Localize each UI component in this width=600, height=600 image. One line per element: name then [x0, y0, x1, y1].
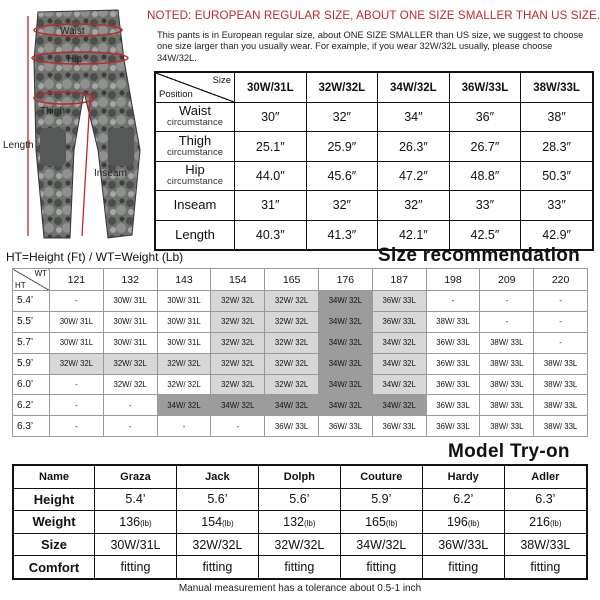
model-value: 38W/33L: [520, 537, 571, 552]
size-cell: 48.8″: [449, 161, 521, 190]
weight-header: 220: [534, 269, 588, 291]
model-cell: [95, 511, 177, 534]
recommendation-cell: -: [50, 416, 104, 437]
recommendation-body: [13, 291, 588, 437]
weight-unit: (lb): [140, 518, 152, 528]
model-cell: [95, 533, 177, 556]
recommendation-cell: 30W/ 31L: [157, 311, 211, 332]
recommendation-cell: 32W/ 32L: [265, 332, 319, 353]
recommendation-cell: 38W/ 33L: [426, 311, 480, 332]
size-row-thigh: [155, 132, 593, 161]
recommendation-cell: 32W/ 32L: [211, 374, 265, 395]
model-value: fitting: [366, 560, 397, 575]
recommendation-cell: 34W/ 32L: [318, 332, 372, 353]
size-cell: 42.5″: [449, 220, 521, 250]
model-value: 6.3’: [535, 492, 556, 507]
recommendation-row: [13, 311, 588, 332]
size-cell: 25.9″: [306, 132, 378, 161]
model-name: Couture: [340, 465, 422, 488]
size-row-waist: [155, 103, 593, 132]
recommendation-cell: 32W/ 32L: [103, 374, 157, 395]
recommendation-cell: 36W/ 33L: [318, 416, 372, 437]
size-cell: 40.3″: [235, 220, 307, 250]
row-label: [155, 161, 235, 190]
inseam-label: Inseam: [94, 168, 127, 179]
recommendation-cell: 38W/ 33L: [480, 416, 534, 437]
recommendation-cell: 34W/ 32L: [372, 353, 426, 374]
corner-size-label: Size: [212, 75, 231, 86]
row-label: [155, 191, 235, 220]
recommendation-cell: 34W/ 32L: [157, 395, 211, 416]
recommendation-cell: 30W/ 31L: [50, 311, 104, 332]
recommendation-cell: 34W/ 32L: [318, 374, 372, 395]
model-cell: [504, 488, 587, 511]
recommendation-cell: -: [534, 291, 588, 312]
recommendation-title: Size recommendation: [378, 245, 581, 266]
recommendation-cell: 34W/ 32L: [318, 353, 372, 374]
weight-unit: (lb): [303, 518, 316, 528]
model-cell: [258, 556, 340, 579]
model-header-row: [13, 465, 587, 488]
recommendation-cell: 32W/ 32L: [211, 353, 265, 374]
row-label-name: Inseam: [173, 197, 217, 213]
model-value: 165: [365, 514, 386, 529]
recommendation-row: [13, 291, 588, 312]
recommendation-cell: 32W/ 32L: [265, 311, 319, 332]
recommendation-cell: -: [103, 395, 157, 416]
size-cell: 38″: [521, 103, 593, 132]
row-label-sub: circumstance: [167, 175, 223, 187]
recommendation-cell: 32W/ 32L: [211, 291, 265, 312]
recommendation-cell: -: [50, 395, 104, 416]
recommendation-cell: 32W/ 32L: [265, 291, 319, 312]
recommendation-cell: 38W/ 33L: [534, 353, 588, 374]
recommendation-cell: 36W/ 33L: [372, 311, 426, 332]
recommendation-row: [13, 395, 588, 416]
recommendation-header-row: [13, 269, 588, 291]
recommendation-row: [13, 374, 588, 395]
recommendation-cell: 30W/ 31L: [103, 291, 157, 312]
corner-position-label: Position: [159, 89, 193, 100]
recommendation-cell: -: [480, 291, 534, 312]
model-value: 6.2’: [453, 492, 474, 507]
weight-header: 121: [50, 269, 104, 291]
model-row: [13, 556, 587, 579]
model-cell: [504, 511, 587, 534]
size-cell: 44.0″: [235, 161, 307, 190]
model-value: 5.4’: [125, 492, 146, 507]
recommendation-cell: 34W/ 32L: [318, 395, 372, 416]
length-label: Length: [3, 140, 34, 151]
size-cell: 33″: [449, 191, 521, 220]
size-intro-text: This pants is in European regular size, about ONE SIZE SMALLER than US size, we suggest to choose one size larger than you usually wear. For example, if you wear 32W/32L usually, please choose 34W/32L.: [157, 30, 584, 63]
height-label: 6.3’: [13, 416, 50, 437]
weight-header: 143: [157, 269, 211, 291]
recommendation-cell: 32W/ 32L: [211, 332, 265, 353]
size-cell: 34″: [378, 103, 450, 132]
model-value: 30W/31L: [110, 537, 161, 552]
model-row: [13, 488, 587, 511]
model-value: 5.6’: [207, 492, 228, 507]
model-name: Hardy: [422, 465, 504, 488]
model-name-label: Name: [13, 465, 95, 488]
recommendation-cell: 34W/ 32L: [265, 395, 319, 416]
size-cell: 50.3″: [521, 161, 593, 190]
size-chart-table: [154, 71, 594, 251]
camo-pants-icon: [0, 0, 150, 248]
model-value: fitting: [530, 560, 561, 575]
size-cell: 42.1″: [378, 220, 450, 250]
recommendation-cell: 32W/ 32L: [157, 374, 211, 395]
model-cell: [422, 488, 504, 511]
model-cell: [340, 533, 422, 556]
recommendation-corner: [13, 269, 50, 291]
model-value: 132: [283, 514, 304, 529]
row-label-sub: circumstance: [167, 117, 223, 129]
row-label-name: Thigh: [178, 132, 212, 148]
model-value: fitting: [448, 560, 479, 575]
model-row-label: Size: [13, 533, 95, 556]
recommendation-row: [13, 353, 588, 374]
size-chart-corner: [155, 72, 235, 103]
recommendation-cell: 36W/ 33L: [372, 416, 426, 437]
height-label: 6.2’: [13, 395, 50, 416]
recommendation-cell: 30W/ 31L: [157, 291, 211, 312]
recommendation-cell: -: [157, 416, 211, 437]
weight-header: 198: [426, 269, 480, 291]
recommendation-cell: 38W/ 33L: [480, 353, 534, 374]
weight-header: 165: [265, 269, 319, 291]
size-cell: 30″: [235, 103, 307, 132]
recommendation-cell: 32W/ 32L: [157, 353, 211, 374]
recommendation-cell: -: [426, 291, 480, 312]
model-tryon-title: Model Try-on: [448, 441, 570, 462]
size-row-hip: [155, 161, 593, 190]
recommendation-cell: -: [534, 332, 588, 353]
weight-header: 187: [372, 269, 426, 291]
recommendation-cell: 38W/ 33L: [534, 395, 588, 416]
row-label-name: Waist: [178, 103, 212, 119]
model-cell: [340, 488, 422, 511]
model-value: 5.6’: [289, 492, 310, 507]
model-tryon-table: [12, 464, 588, 580]
height-label: 5.7’: [13, 332, 50, 353]
model-row: [13, 511, 587, 534]
weight-unit: (lb): [222, 518, 234, 528]
model-value: 216: [529, 514, 550, 529]
model-cell: [422, 511, 504, 534]
size-cell: 42.9″: [521, 220, 593, 250]
model-cell: [258, 488, 340, 511]
model-cell: [95, 556, 177, 579]
size-cell: 26.3″: [378, 132, 450, 161]
corner-wt-label: WT: [34, 269, 47, 278]
model-cell: [340, 556, 422, 579]
weight-unit: (lb): [467, 518, 480, 528]
weight-header: 176: [318, 269, 372, 291]
model-cell: [422, 533, 504, 556]
recommendation-cell: 30W/ 31L: [157, 332, 211, 353]
recommendation-cell: 38W/ 33L: [480, 374, 534, 395]
model-value: 32W/32L: [274, 537, 325, 552]
row-label: [155, 103, 235, 132]
model-value: 32W/32L: [192, 537, 243, 552]
size-cell: 33″: [521, 191, 593, 220]
height-label: 6.0’: [13, 374, 50, 395]
recommendation-cell: -: [50, 291, 104, 312]
size-cell: 26.7″: [449, 132, 521, 161]
model-row-label: Comfort: [13, 556, 95, 579]
recommendation-cell: 32W/ 32L: [50, 353, 104, 374]
row-label-name: Hip: [185, 161, 205, 177]
recommendation-cell: 36W/ 33L: [426, 353, 480, 374]
recommendation-cell: 36W/ 33L: [426, 416, 480, 437]
size-cell: 28.3″: [521, 132, 593, 161]
recommendation-row: [13, 416, 588, 437]
recommendation-cell: 36W/ 33L: [426, 374, 480, 395]
model-cell: [176, 488, 258, 511]
size-cell: 41.3″: [306, 220, 378, 250]
recommendation-cell: 30W/ 31L: [103, 332, 157, 353]
weight-unit: (lb): [549, 518, 562, 528]
corner-ht-label: HT: [15, 281, 26, 290]
weight-header: 209: [480, 269, 534, 291]
size-header: 30W/31L: [235, 72, 307, 103]
model-body: [13, 488, 587, 579]
recommendation-cell: -: [211, 416, 265, 437]
recommendation-cell: 38W/ 33L: [534, 374, 588, 395]
height-label: 5.4’: [13, 291, 50, 312]
recommendation-cell: 38W/ 33L: [480, 395, 534, 416]
model-cell: [176, 511, 258, 534]
hip-label: Hip: [67, 54, 83, 65]
recommendation-cell: 36W/ 33L: [372, 291, 426, 312]
height-label: 5.5’: [13, 311, 50, 332]
model-cell: [504, 556, 587, 579]
model-cell: [340, 511, 422, 534]
recommendation-cell: 32W/ 32L: [265, 374, 319, 395]
recommendation-row: [13, 332, 588, 353]
height-label: 5.9’: [13, 353, 50, 374]
recommendation-cell: -: [103, 416, 157, 437]
recommendation-cell: 36W/ 33L: [426, 332, 480, 353]
recommendation-cell: 30W/ 31L: [103, 311, 157, 332]
model-row-label: Weight: [13, 511, 95, 534]
recommendation-cell: 34W/ 32L: [318, 291, 372, 312]
recommendation-cell: 34W/ 32L: [211, 395, 265, 416]
recommendation-cell: 34W/ 32L: [372, 395, 426, 416]
recommendation-table: [12, 268, 588, 437]
recommendation-cell: -: [534, 311, 588, 332]
size-header: 38W/33L: [521, 72, 593, 103]
model-cell: [95, 488, 177, 511]
size-cell: 36″: [449, 103, 521, 132]
model-cell: [422, 556, 504, 579]
waist-label: Waist: [60, 26, 85, 37]
model-cell: [176, 533, 258, 556]
model-name: Dolph: [258, 465, 340, 488]
model-value: 34W/32L: [356, 537, 407, 552]
model-row-label: Height: [13, 488, 95, 511]
model-value: fitting: [120, 560, 151, 575]
model-value: 154: [201, 514, 223, 529]
row-label-name: Length: [175, 226, 215, 242]
model-cell: [258, 533, 340, 556]
size-cell: 32″: [306, 191, 378, 220]
size-header: 34W/32L: [378, 72, 450, 103]
model-cell: [504, 533, 587, 556]
size-cell: 47.2″: [378, 161, 450, 190]
size-cell: 32″: [378, 191, 450, 220]
row-label: [155, 132, 235, 161]
recommendation-cell: 32W/ 32L: [211, 311, 265, 332]
recommendation-cell: -: [480, 311, 534, 332]
model-value: fitting: [284, 560, 315, 575]
size-cell: 25.1″: [235, 132, 307, 161]
row-label-sub: circumstance: [167, 146, 223, 158]
thigh-label: Thigh: [40, 106, 66, 117]
recommendation-cell: 38W/ 33L: [480, 332, 534, 353]
pants-figure: [0, 0, 150, 248]
model-value: 5.9’: [371, 492, 392, 507]
recommendation-cell: 34W/ 32L: [372, 332, 426, 353]
recommendation-cell: -: [50, 374, 104, 395]
recommendation-cell: 32W/ 32L: [103, 353, 157, 374]
size-cell: 32″: [306, 103, 378, 132]
size-cell: 45.6″: [306, 161, 378, 190]
size-chart-header-row: [155, 72, 593, 103]
model-value: 136: [119, 514, 141, 529]
model-cell: [258, 511, 340, 534]
model-value: 196: [447, 514, 468, 529]
footnote: Manual measurement has a tolerance about 0.5-1 inch: [178, 583, 422, 594]
size-header: 36W/33L: [449, 72, 521, 103]
ht-wt-legend: HT=Height (Ft) / WT=Weight (Lb): [6, 250, 184, 264]
model-name: Jack: [176, 465, 258, 488]
model-cell: [176, 556, 258, 579]
weight-header: 154: [211, 269, 265, 291]
model-row: [13, 533, 587, 556]
recommendation-cell: 30W/ 31L: [50, 332, 104, 353]
model-value: 36W/33L: [438, 537, 489, 552]
size-notice: NOTED: EUROPEAN REGULAR SIZE, ABOUT ONE SIZE SMALLER THAN US SIZE.: [147, 9, 600, 22]
size-row-inseam: [155, 191, 593, 220]
model-name: Graza: [95, 465, 177, 488]
size-cell: 31″: [235, 191, 307, 220]
recommendation-cell: 34W/ 32L: [372, 374, 426, 395]
model-name: Adler: [504, 465, 587, 488]
size-header: 32W/32L: [306, 72, 378, 103]
row-label: [155, 220, 235, 250]
recommendation-cell: 34W/ 32L: [318, 311, 372, 332]
recommendation-cell: 36W/ 33L: [265, 416, 319, 437]
recommendation-cell: 36W/ 33L: [426, 395, 480, 416]
weight-unit: (lb): [385, 518, 398, 528]
recommendation-cell: 38W/ 33L: [534, 416, 588, 437]
weight-header: 132: [103, 269, 157, 291]
recommendation-cell: 32W/ 32L: [265, 353, 319, 374]
model-value: fitting: [202, 560, 233, 575]
